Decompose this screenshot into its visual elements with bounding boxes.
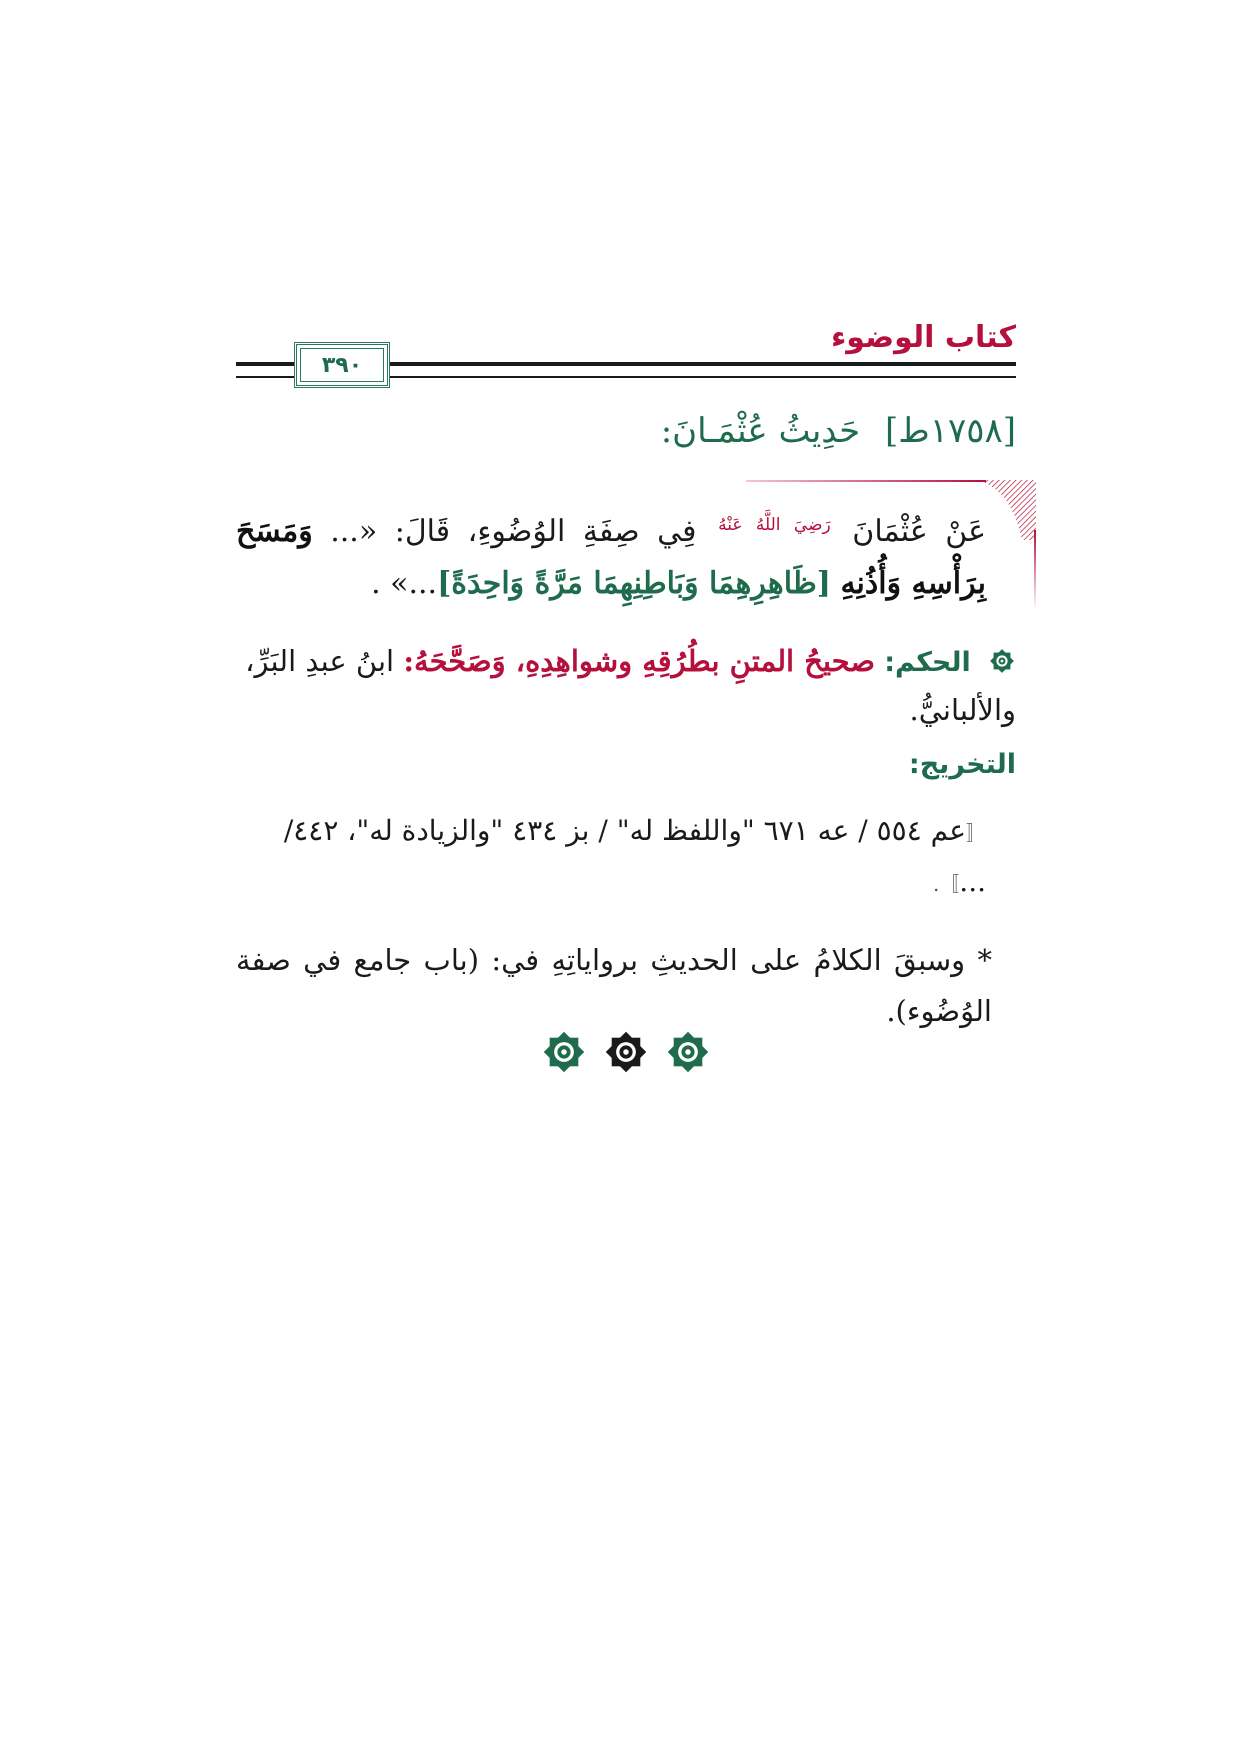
quote-side-line <box>1034 530 1036 610</box>
page-header <box>236 300 1016 390</box>
hadith-text <box>236 506 986 611</box>
takhreej-sources: عم ٥٥٤ / عه ٦٧١ "واللفظ له" / بز ٤٣٤ "والزيادة له"، ٤٤٢/ ... <box>283 814 986 898</box>
corner-ornament-icon <box>976 480 1036 540</box>
quote-addition: [ظَاهِرِهِمَا وَبَاطِنِهِمَا مَرَّةً وَاحِدَةً] <box>437 566 831 602</box>
flower-star-icon <box>542 1030 586 1074</box>
book-title: كتاب الوضوء <box>830 320 1016 355</box>
quote-intro: عَنْ عُثْمَانَ <box>852 513 987 549</box>
section-end-ornaments <box>236 1030 1016 1074</box>
takhreej-heading: التخريج: <box>908 749 1016 781</box>
ruling-line <box>236 637 1016 736</box>
ruling-label: الحكم: <box>884 646 971 678</box>
hadith-quote-box <box>236 480 1016 615</box>
eight-point-star-icon <box>988 647 1016 675</box>
hadith-heading <box>236 408 1016 456</box>
flower-star-icon <box>666 1030 710 1074</box>
quote-bold: وَمَسَحَ بِرَأْسِهِ وَأُذُنِهِ <box>236 513 986 602</box>
hadith-number: [١٧٥٨ط] <box>884 411 1016 451</box>
cross-reference-note: * وسبقَ الكلامُ على الحديثِ برواياتِهِ في: (باب جامع في صفة الوُضُوء). <box>236 942 992 1028</box>
page-number: ٣٩٠ <box>300 348 384 382</box>
close-bracket: 〛. <box>932 871 960 896</box>
ruling-verdict: صحيحُ المتنِ بطُرُقِهِ وشواهِدِهِ، وَصَحَّحَهُ: <box>403 643 876 678</box>
quote-ending: ...» . <box>371 566 438 602</box>
ruling-authorities: ابنُ عبدِ البَرِّ، والألبانيُّ. <box>245 643 1016 727</box>
hadith-title: حَدِيثُ عُثْمَـانَ: <box>660 411 861 451</box>
quote-top-line <box>746 480 986 482</box>
page-number-badge <box>294 342 390 388</box>
quote-middle: فِي صِفَةِ الوُضُوءِ، قَالَ: «... <box>330 513 697 549</box>
honorific-glyph: رَضِيَ اللَّهُ عَنْهُ <box>718 514 831 535</box>
flower-star-icon <box>604 1030 648 1074</box>
takhreej-text <box>236 806 1016 907</box>
open-bracket: 〚 <box>966 821 986 846</box>
document-page <box>236 300 1016 1036</box>
